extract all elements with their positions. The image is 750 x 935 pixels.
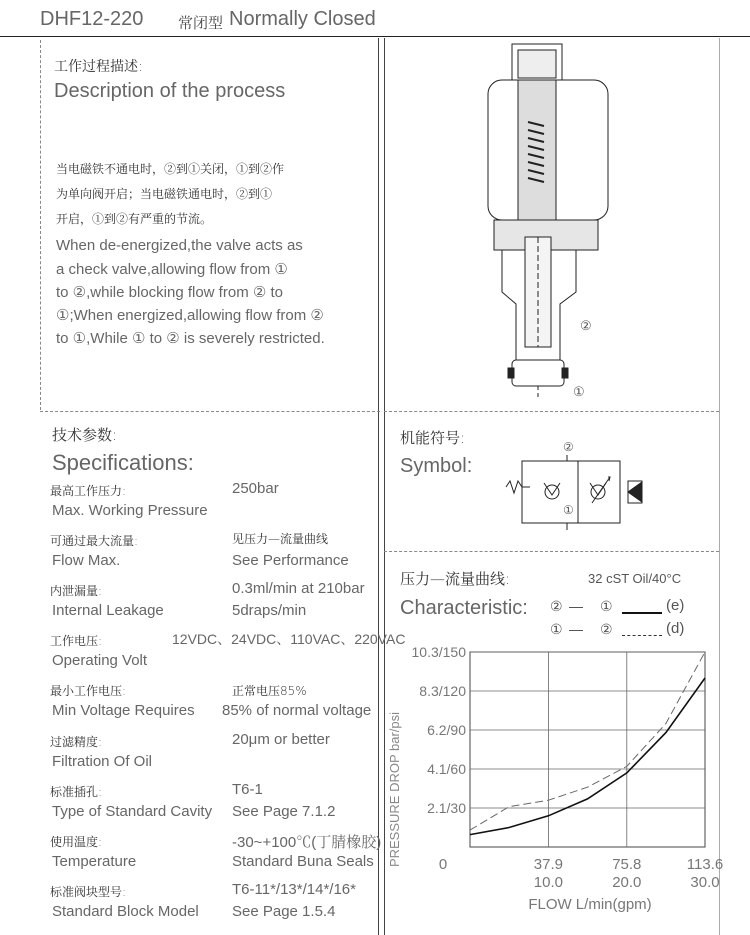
port-2-label: ② (580, 318, 592, 333)
header-rule (0, 36, 750, 37)
spec-value-2: 85% of normal voltage (222, 702, 372, 719)
hydraulic-symbol (500, 455, 660, 530)
spec-value-2: Standard Buna Seals (232, 853, 374, 870)
x-tick-label: 75.8 (612, 856, 642, 873)
x-tick-label: 113.6 (686, 856, 724, 873)
series-line-d (470, 652, 705, 830)
symbol-title-en: Symbol: (400, 455, 473, 477)
legend-solid-line (622, 612, 662, 614)
model-number: DHF12-220 (40, 8, 144, 30)
description-title-cn: 工作过程描述: (54, 59, 143, 75)
spec-label-cn: 最小工作电压: (50, 684, 127, 698)
spec-label-en: Type of Standard Cavity (52, 803, 213, 820)
spec-label-cn: 标准阀块型号: (50, 885, 127, 899)
series-line-e (470, 678, 705, 835)
spec-value: 250bar (232, 480, 279, 497)
divider (40, 411, 380, 412)
divider (384, 411, 719, 412)
spec-label-cn: 最高工作压力: (50, 484, 127, 498)
spec-value-2: See Performance (232, 552, 349, 569)
y-tick-label: 10.3/150 (411, 644, 466, 660)
legend-from: ① (550, 621, 563, 637)
spec-value: 见压力—流量曲线 (232, 532, 329, 546)
description-en-line: to ②,while blocking flow from ② to (56, 284, 283, 301)
spec-label-en: Max. Working Pressure (52, 502, 208, 519)
y-tick-label: 4.1/60 (427, 761, 466, 777)
legend-code: (d) (666, 620, 685, 637)
legend-connector (569, 630, 583, 631)
description-en-line: a check valve,allowing flow from ① (56, 261, 288, 278)
y-tick-label: 2.1/30 (427, 800, 466, 816)
description-title-en: Description of the process (54, 80, 286, 102)
spec-label-en: Standard Block Model (52, 903, 199, 920)
description-en-line: When de-energized,the valve acts as (56, 237, 303, 254)
description-cn-line: 开启，①到②有严重的节流。 (56, 212, 213, 226)
spec-value: 0.3ml/min at 210bar (232, 580, 365, 597)
type-cn: 常闭型 (178, 14, 224, 32)
spec-value: 正常电压85% (232, 684, 307, 698)
spec-value: 20μm or better (232, 731, 330, 748)
spec-label-cn: 过滤精度: (50, 735, 103, 749)
y-tick-label: 8.3/120 (419, 683, 466, 699)
y-tick-label: 6.2/90 (427, 722, 466, 738)
x-tick-label-gpm: 30.0 (690, 874, 720, 891)
description-cn-line: 当电磁铁不通电时，②到①关闭，①到②作 (56, 162, 285, 176)
chart-title-en: Characteristic: (400, 597, 528, 619)
spec-value-2: See Page 1.5.4 (232, 903, 336, 920)
symbol-title-cn: 机能符号: (400, 429, 466, 447)
spec-label-cn: 使用温度: (50, 835, 103, 849)
pressure-flow-chart (385, 640, 725, 930)
legend-to: ② (600, 621, 613, 637)
chart-title-cn: 压力—流量曲线: (400, 570, 511, 588)
divider (378, 38, 379, 935)
spec-label-en: Min Voltage Requires (52, 702, 195, 719)
spec-value: T6-1 (232, 781, 263, 798)
spec-value: 12VDC、24VDC、110VAC、220VAC (172, 631, 406, 647)
legend-connector (569, 607, 583, 608)
legend-from: ② (550, 598, 563, 614)
x-tick-label: 37.9 (533, 856, 564, 873)
spec-label-en: Internal Leakage (52, 602, 164, 619)
symbol-port-top: ② (563, 440, 574, 454)
description-en-line: ①;When energized,allowing flow from ② (56, 307, 324, 324)
x-axis-label: FLOW L/min(gpm) (528, 896, 652, 913)
spec-label-cn: 标准插孔: (50, 785, 103, 799)
legend-code: (e) (666, 597, 685, 614)
spec-value-2: 5draps/min (232, 602, 307, 619)
legend-to: ① (600, 598, 613, 614)
x-tick-label: 0 (438, 856, 448, 873)
plot-frame (470, 652, 705, 847)
spec-label-en: Operating Volt (52, 652, 148, 669)
symbol-port-bottom: ① (563, 503, 574, 517)
oil-spec: 32 cST Oil/40°C (588, 571, 682, 586)
specs-title-en: Specifications: (52, 450, 194, 475)
x-tick-label-gpm: 20.0 (612, 874, 642, 891)
y-axis-label: PRESSURE DROP bar/psi (387, 711, 402, 868)
spec-label-cn: 内泄漏量: (50, 584, 103, 598)
divider (40, 40, 41, 410)
port-1-label: ① (573, 384, 585, 399)
valve-cross-section-drawing (480, 42, 620, 402)
divider (384, 551, 719, 552)
x-tick-label-gpm: 10.0 (533, 874, 564, 891)
specs-title-cn: 技术参数: (52, 426, 118, 444)
spec-value: -30~+100℃(丁腈橡胶) (232, 834, 382, 851)
spec-value: T6-11*/13*/14*/16* (232, 881, 356, 898)
spec-label-en: Temperature (52, 853, 137, 870)
spec-label-en: Flow Max. (52, 552, 121, 569)
spec-label-cn: 可通过最大流量: (50, 534, 139, 548)
type-en: Normally Closed (229, 8, 376, 30)
spec-label-en: Filtration Of Oil (52, 753, 153, 770)
description-en-line: to ①,While ① to ② is severely restricted. (56, 330, 325, 347)
legend-dashed-line (622, 635, 662, 636)
spec-value-2: See Page 7.1.2 (232, 803, 336, 820)
spec-label-cn: 工作电压: (50, 634, 103, 648)
description-cn-line: 为单向阀开启；当电磁铁通电时，②到① (56, 187, 273, 201)
